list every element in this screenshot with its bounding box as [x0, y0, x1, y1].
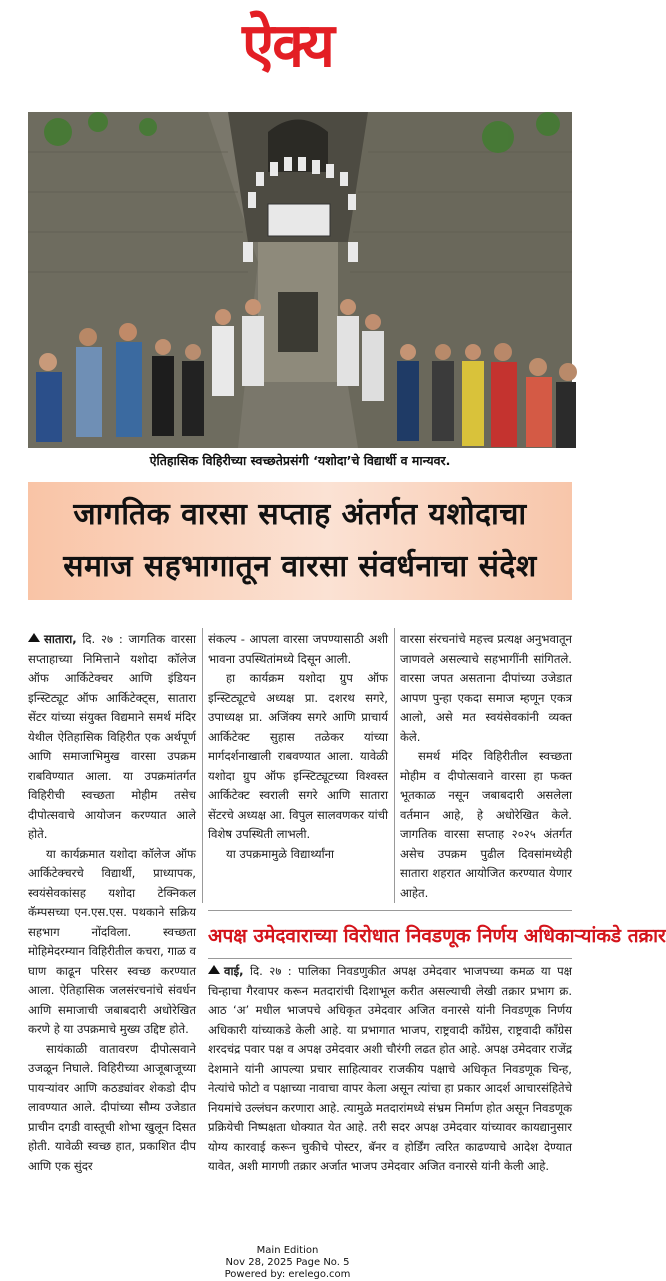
article-paragraph: वाई, दि. २७ : पालिका निवडणुकीत अपक्ष उमेदवार भाजपच्या कमळ या पक्ष चिन्हाचा गैरवापर करून मतदारांची दिशाभूल करीत असल्याची लेखी तक्रार प्रभाग क्र. आठ ‘अ’ मधील भाजपचे अधिकृत उमेदवार अजित वनारसे यांनी निवडणूक निर्णय अधिकारी यांच्याकडे केली आहे. या प्रभागात भाजप, राष्ट्रवादी काँग्रेस, राष्ट्रवादी काँग्रेस शरदचंद्र पवार पक्ष व अपक्ष उमेदवार अशी चौरंगी लढत होत आहे. अपक्ष उमेदवार राजेंद्र देशमाने यांनी आपल्या प्रचार साहित्यावर राजकीय पक्षाचे अधिकृत निवडणूक चिन्ह, नेत्यांचे फोटो व पक्षाच्या नावाचा वापर केला असून त्यांचा हा प्रकार आदर्श आचारसंहितेचे नियमांचे उल्लंघन करणारा आहे. त्यामुळे मतदारांमध्ये संभ्रम निर्माण होत असून निवडणूक प्रक्रियेची निष्पक्षता धोक्यात येत आहे. तरी सदर अपक्ष उमेदवार यांच्यावर कायद्यानुसार योग्य कारवाई करून चुकीचे पोस्टर, बॅनर व होर्डिंग त्वरित काढण्याचे आदेश देण्यात यावेत, अशी मागणी तक्रार अर्जात भाजप उमेदवार अजित वनारसे यांनी केली आहे.: [208, 964, 572, 1173]
article-paragraph: संकल्प - आपला वारसा जपण्यासाठी अशी भावना उपस्थितांमध्ये दिसून आली.: [208, 632, 388, 666]
article-column-3: [400, 630, 572, 903]
masthead: [0, 0, 575, 90]
article-column-1: [28, 630, 196, 1176]
main-headline: [28, 482, 572, 600]
dateline-marker-icon: [28, 633, 40, 642]
second-article-headline: अपक्ष उमेदवाराच्या विरोधात निवडणूक निर्णय अधिकाऱ्यांकडे तक्रार: [208, 925, 666, 947]
dateline-place: सातारा,: [44, 632, 77, 646]
section-divider: [208, 958, 572, 959]
article-paragraph: सातारा, दि. २७ : जागतिक वारसा सप्ताहाच्या निमित्ताने यशोदा कॉलेज ऑफ आर्किटेक्चर आणि इंडियन इन्स्टिट्यूट ऑफ आर्किटेक्ट्स, सातारा सेंटर यांच्या संयुक्त विद्यमाने समर्थ मंदिर येथील ऐतिहासिक विहिरीत एक अर्थपूर्ण आणि समाजाभिमुख वारसा उपक्रम राबविण्यात आला. या उपक्रमांतर्गत विहिरीची स्वच्छता मोहीम तसेच दीपोत्सवाचे आयोजन करण्यात आले होते.: [28, 632, 197, 841]
section-divider: [208, 910, 572, 911]
column-divider: [202, 628, 203, 903]
dateline-place: वाई,: [224, 964, 244, 978]
article-paragraph: सायंकाळी वातावरण दीपोत्सवाने उजळून निघाले. विहिरीच्या आजूबाजूच्या पायऱ्यांवर आणि कठड्यांवर शेकडो दीप लावण्यात आले. दीपांच्या सौम्य उजेडात प्राचीन दगडी वास्तूची शोभा खुलून दिसत होती. यावेळी स्वच्छ हात, प्रकाशित दीप आणि एक सुंदर: [28, 1041, 196, 1173]
article-paragraph: वारसा संरचनांचे महत्त्व प्रत्यक्ष अनुभवातून जाणवले असल्याचे सहभागींनी सांगितले. वारसा जपत असताना दीपांच्या उजेडात आपण पुन्हा एकदा समाज म्हणून एकत्र आलो, असे मत स्वयंसेवकांनी व्यक्त केले.: [400, 632, 572, 744]
article-column-2: [208, 630, 388, 864]
article-paragraph: या उपक्रमामुळे विद्यार्थ्यांना: [226, 846, 335, 861]
article-paragraph: समर्थ मंदिर विहिरीतील स्वच्छता मोहीम व दीपोत्सवाने वारसा हा फक्त भूतकाळ नसून जबाबदारी असलेला वर्तमान आहे, हे अधोरेखित केले. जागतिक वारसा सप्ताह २०२५ अंतर्गत असेच उपक्रम पुढील दिवसांमध्येही सातारा शहरात आयोजित करण्यात येणार आहेत.: [400, 749, 572, 900]
dateline-date: दि. २७ :: [82, 632, 123, 646]
date-page-label: Nov 28, 2025 Page No. 5: [225, 1257, 350, 1268]
column-divider: [394, 628, 395, 903]
edition-label: Main Edition: [256, 1245, 319, 1256]
page-footer: [0, 1245, 575, 1281]
dateline-date: दि. २७ :: [250, 964, 292, 978]
second-article-body: [208, 962, 572, 1177]
newspaper-logo: ऐक्य: [242, 9, 333, 81]
powered-by-label: Powered by: erelego.com: [224, 1269, 351, 1280]
news-photo: [28, 112, 572, 448]
photo-caption: ऐतिहासिक विहिरीच्या स्वच्छतेप्रसंगी ‘यशोदा’चे विद्यार्थी व मान्यवर.: [28, 448, 572, 474]
headline-line-2: समाज सहभागातून वारसा संवर्धनाचा संदेश: [63, 549, 537, 584]
stepwell-group-photo: [28, 112, 572, 448]
article-paragraph: या कार्यक्रमात यशोदा कॉलेज ऑफ आर्किटेक्चरचे विद्यार्थी, प्राध्यापक, स्वयंसेवकांसह यशोदा टेक्निकल कॅम्पसच्या एन.एस.एस. पथकाने सक्रिय सहभाग नोंदविला. स्वच्छता मोहिमेदरम्यान विहिरीतील कचरा, गाळ व घाण काढून परिसर स्वच्छ करण्यात आला. ऐतिहासिक जलसंरचनांचे संवर्धन आणि समाजाची जबाबदारी अधोरेखित करणे हे या उपक्रमाचे मुख्य उद्दिष्ट होते.: [28, 846, 196, 1036]
article-paragraph: हा कार्यक्रम यशोदा ग्रुप ऑफ इन्स्टिट्यूटचे अध्यक्ष प्रा. दशरथ सगरे, उपाध्यक्ष प्रा. अजिंक्य सगरे आणि प्राचार्य आर्किटेक्ट सुहास तळेकर यांच्या मार्गदर्शनाखाली राबवण्यात आला. यावेळी यशोदा ग्रुप ऑफ इन्स्टिट्यूटच्या विश्वस्त आर्किटेक्ट स्वराली सगरे आणि सातारा सेंटरचे अध्यक्ष आ. विपुल सालवणकर यांची विशेष उपस्थिती लाभली.: [208, 671, 388, 841]
headline-line-1: जागतिक वारसा सप्ताह अंतर्गत यशोदाचा: [73, 497, 527, 532]
dateline-marker-icon: [208, 965, 220, 974]
